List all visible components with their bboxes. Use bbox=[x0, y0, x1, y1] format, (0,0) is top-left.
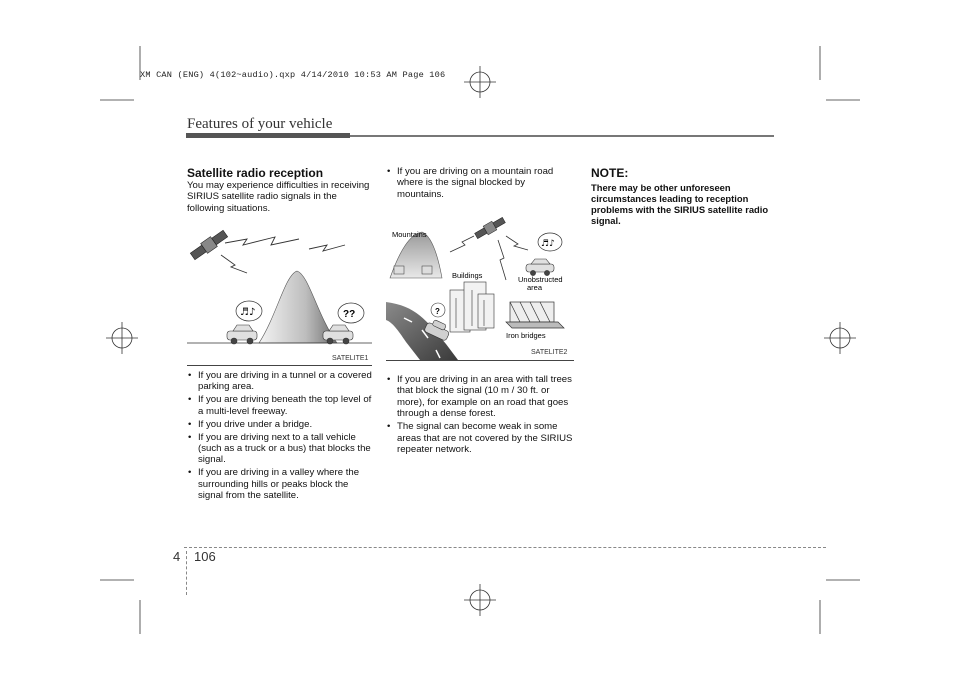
satellite-icon bbox=[474, 216, 507, 241]
iron-bridge-icon bbox=[506, 302, 564, 328]
header-rule bbox=[350, 135, 774, 137]
car-icon-unobstructed bbox=[526, 259, 554, 276]
chapter-number: 4 bbox=[173, 549, 181, 564]
footer-rule bbox=[184, 547, 826, 548]
print-slug: XM CAN (ENG) 4(102~audio).qxp 4/14/2010 10:53 AM Page 106 bbox=[140, 70, 446, 80]
figure-satelite1 bbox=[187, 215, 372, 365]
iron-bridges-label: Iron bridges bbox=[506, 331, 546, 340]
list-item: • If you are driving beneath the top level of a multi-level freeway. bbox=[187, 394, 373, 417]
list-item: • If you drive under a bridge. bbox=[187, 419, 373, 430]
note-body: There may be other unforeseen circumstances leading to reception problems with the SIRIUS satellite radio signal. bbox=[591, 182, 769, 226]
buildings-icon bbox=[450, 282, 494, 332]
figure-satelite2 bbox=[386, 210, 574, 360]
satellite-blocked-illustration bbox=[187, 215, 372, 365]
figure1-rule bbox=[187, 365, 372, 366]
buildings-label: Buildings bbox=[452, 271, 483, 280]
signal-obstruction-illustration bbox=[386, 210, 574, 360]
car-icon-left bbox=[227, 325, 257, 344]
mountains-label: Mountains bbox=[392, 230, 427, 239]
list-item: • If you are driving in an area with tall trees that block the signal (10 m / 30 ft. or more), for example on an road that goes through a dense forest. bbox=[386, 374, 574, 420]
list-item: • If you are driving on a mountain road where is the signal blocked by mountains. bbox=[386, 166, 574, 200]
note-title: NOTE: bbox=[591, 166, 629, 180]
list-item: • If you are driving in a tunnel or a covered parking area. bbox=[187, 370, 373, 393]
figure2-label: SATELITE2 bbox=[531, 349, 568, 356]
area-label: area bbox=[527, 283, 543, 292]
bullet-list-col2 bbox=[386, 374, 574, 457]
bullet-list-col1 bbox=[187, 370, 373, 503]
question-text: ? bbox=[435, 307, 440, 316]
list-item: • If you are driving in a valley where the surrounding hills or peaks block the signal from the satellite. bbox=[187, 467, 373, 501]
figure2-rule bbox=[386, 360, 574, 361]
list-item: • The signal can become weak in some areas that are not covered by the SIRIUS repeater network. bbox=[386, 421, 574, 455]
header-bar bbox=[186, 133, 350, 138]
page-number: 106 bbox=[194, 549, 216, 564]
list-item: • If you are driving next to a tall vehicle (such as a truck or a bus) that blocks the signal. bbox=[187, 432, 373, 466]
intro-paragraph: You may experience difficulties in receiving SIRIUS satellite radio signals in the following situations. bbox=[187, 180, 370, 214]
music-note-text: ♬♪ bbox=[541, 239, 555, 249]
footer-separator bbox=[186, 551, 188, 595]
bullet-list-col2-top bbox=[386, 166, 574, 202]
question-text: ?? bbox=[343, 309, 356, 320]
unobstructed-label: Unobstructed bbox=[518, 275, 563, 284]
figure1-label: SATELITE1 bbox=[332, 355, 369, 362]
music-note-text: ♬♪ bbox=[240, 307, 256, 318]
page-heading: Satellite radio reception bbox=[187, 166, 324, 180]
section-title: Features of your vehicle bbox=[187, 116, 333, 132]
